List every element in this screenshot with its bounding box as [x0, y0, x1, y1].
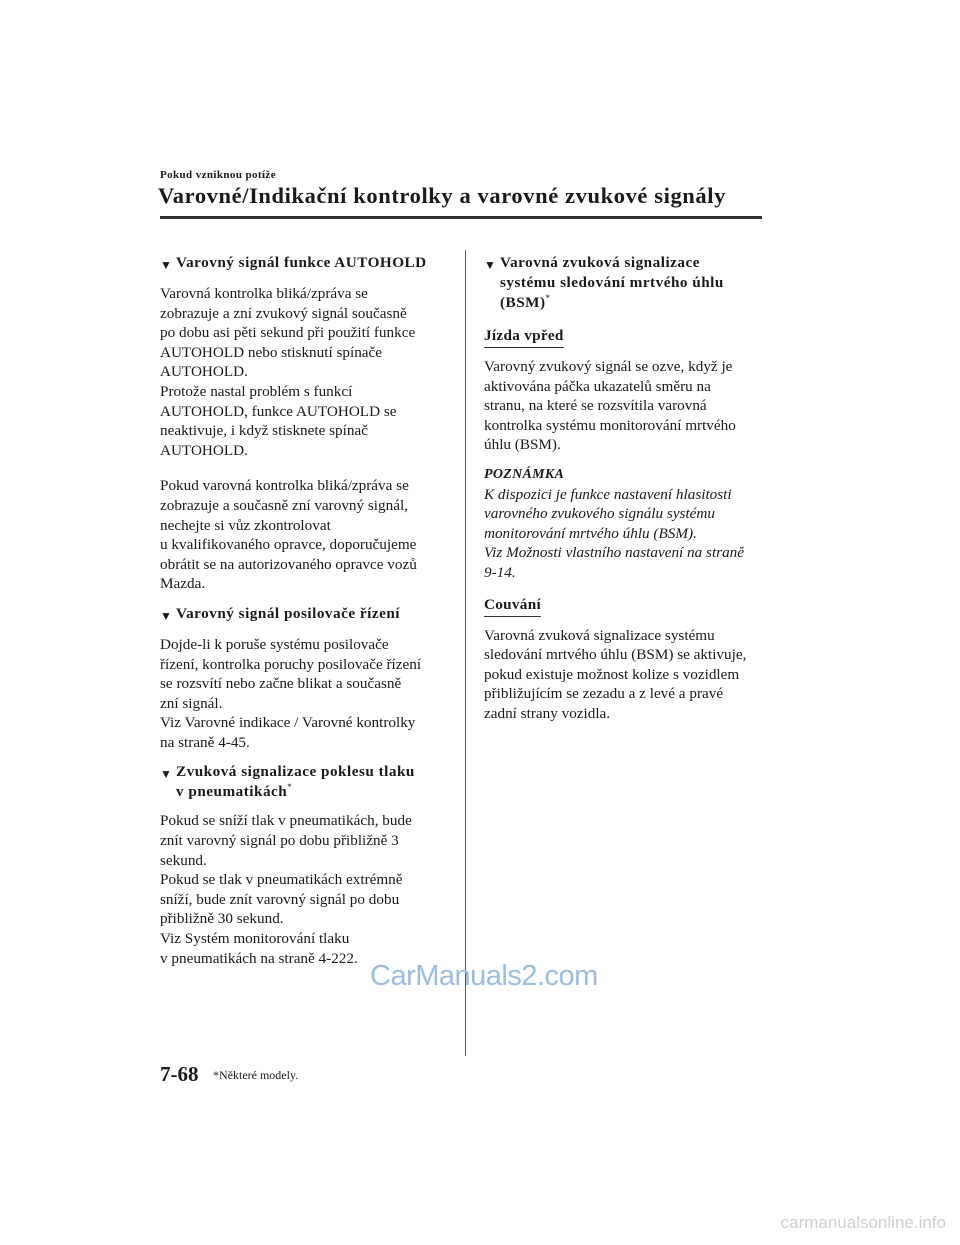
watermark-logo: CarManuals2.com	[370, 960, 598, 992]
reverse-subheading: Couvání	[484, 595, 541, 617]
autohold-paragraph-1: Varovná kontrolka bliká/zpráva se zobrazuje a zní zvukový signál současně po dobu asi pěti sekund při použití funkce AUTOHOLD nebo stisknutí spínače AUTOHOLD. Protože nastal problém s funkcí AUTOHOLD, funkce AUTOHOLD se neaktivuje, i když stisknete spínač AUTOHOLD.	[160, 285, 416, 459]
page-number: 7-68	[160, 1062, 199, 1086]
triangle-bullet-icon: ▼	[484, 258, 497, 272]
site-footer: carmanualsonline.info	[780, 1213, 946, 1232]
bsm-heading	[484, 253, 766, 313]
heading-text-line-3: (BSM)	[500, 294, 546, 311]
header-divider	[160, 216, 762, 219]
triangle-bullet-icon: ▼	[160, 608, 173, 623]
asterisk-mark: *	[545, 292, 551, 303]
left-column	[160, 253, 450, 978]
note-title: POZNÁMKA	[484, 466, 565, 482]
page-title: Varovné/Indikační kontrolky a varovné zvukové signály	[158, 183, 726, 208]
forward-subheading: Jízda vpřed	[484, 326, 564, 348]
heading-text-line-1: Zvuková signalizace poklesu tlaku	[176, 763, 415, 781]
column-divider	[465, 250, 466, 1056]
section-label: Pokud vzniknou potíže	[160, 169, 276, 181]
right-column	[484, 253, 766, 734]
footnote: *Některé modely.	[213, 1068, 299, 1082]
autohold-paragraph-2: Pokud varovná kontrolka bliká/zpráva se zobrazuje a současně zní varovný signál, nechejte si vůz zkontrolovat u kvalifikovaného opravce, doporučujeme obrátit se na autorizovaného opravce vozů Mazda.	[160, 477, 417, 593]
heading-text-line-1: Varovná zvuková signalizace	[500, 254, 700, 271]
steering-paragraph: Dojde-li k poruše systému posilovače řízení, kontrolka poruchy posilovače řízení se rozsvítí nebo začne blikat a současně zní signál. Viz Varovné indikace / Varovné kontrolky na straně 4-45.	[160, 635, 422, 751]
tire-pressure-paragraph: Pokud se sníží tlak v pneumatikách, bude znít varovný signál po dobu přibližně 3 sekund. Pokud se tlak v pneumatikách extrémně sníží, bude znít varovný signál po dobu přibližně 30 sekund. Viz Systém monitorování tlaku v pneumatikách na straně 4-222.	[160, 812, 412, 967]
heading-text: Varovný signál funkce AUTOHOLD	[176, 254, 427, 271]
triangle-bullet-icon: ▼	[160, 258, 173, 272]
heading-text: Varovný signál posilovače řízení	[176, 604, 400, 622]
heading-text-line-2: systému sledování mrtvého úhlu	[500, 274, 724, 291]
asterisk-mark: *	[287, 782, 293, 793]
reverse-paragraph: Varovná zvuková signalizace systému sledování mrtvého úhlu (BSM) se aktivuje, pokud existuje možnost kolize s vozidlem přibližujícím se zezadu a z levé a pravé zadní strany vozidla.	[484, 626, 747, 722]
forward-paragraph: Varovný zvukový signál se ozve, když je aktivována páčka ukazatelů směru na stranu, na které se rozsvítila varovná kontrolka systému monitorování mrtvého úhlu (BSM).	[484, 358, 736, 454]
autohold-heading	[160, 253, 450, 275]
steering-heading	[160, 604, 450, 626]
note-body: K dispozici je funkce nastavení hlasitosti varovného zvukového signálu systému monitorování mrtvého úhlu (BSM). Viz Možnosti vlastního nastavení na straně 9-14.	[484, 485, 745, 581]
triangle-bullet-icon: ▼	[160, 767, 173, 782]
heading-text-line-2: v pneumatikách	[176, 783, 288, 801]
tire-pressure-heading	[160, 762, 450, 802]
